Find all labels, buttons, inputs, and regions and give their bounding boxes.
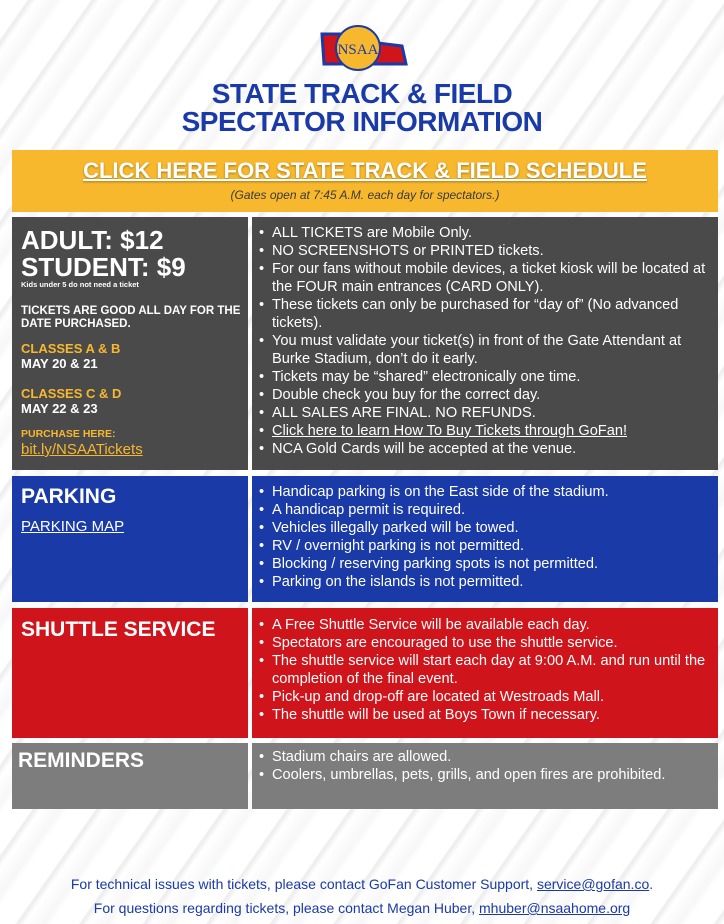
tickets-bullet-list	[252, 224, 718, 458]
parking-section	[12, 476, 718, 602]
shuttle-heading-panel	[12, 608, 248, 738]
list-item: • Double check you buy for the correct day.	[272, 386, 718, 404]
list-item: • NO SCREENSHOTS or PRINTED tickets.	[272, 242, 718, 260]
list-item: • For our fans without mobile devices, a ticket kiosk will be located at the FOUR main entrances (CARD ONLY).	[272, 260, 718, 296]
kids-note: Kids under 5 do not need a ticket	[21, 280, 139, 289]
list-item: • These tickets can only be purchased for “day of” (No advanced tickets).	[272, 296, 718, 332]
list-item: • A handicap permit is required.	[272, 501, 718, 519]
dates-ab: MAY 20 & 21	[21, 356, 98, 371]
tickets-bullets-panel	[252, 217, 718, 470]
footer-line1	[0, 876, 724, 892]
list-item: • A Free Shuttle Service will be available each day.	[272, 616, 718, 634]
footer-text2: For questions regarding tickets, please contact Megan Huber,	[93, 900, 480, 916]
list-item: • ALL TICKETS are Mobile Only.	[272, 224, 718, 242]
page-title-line1: STATE TRACK & FIELD	[211, 78, 513, 109]
nsaa-logo	[318, 20, 410, 76]
reminders-bullets-panel	[252, 743, 718, 809]
list-item: • ALL SALES ARE FINAL. NO REFUNDS.	[272, 404, 718, 422]
classes-cd: CLASSES C & D	[21, 386, 122, 401]
gofan-howto-link[interactable]: Click here to learn How To Buy Tickets through GoFan!	[272, 423, 628, 439]
dates-cd: MAY 22 & 23	[21, 401, 98, 416]
page-title-line2: SPECTATOR INFORMATION	[181, 106, 543, 137]
purchase-link[interactable]: bit.ly/NSAATickets	[21, 441, 143, 458]
purchase-label: PURCHASE HERE:	[21, 428, 116, 440]
footer-period: .	[649, 876, 654, 892]
parking-bullets-panel	[252, 476, 718, 602]
footer-text1: For technical issues with tickets, please contact GoFan Customer Support,	[70, 876, 537, 892]
reminders-section	[12, 743, 718, 809]
list-item: • Stadium chairs are allowed.	[272, 748, 718, 766]
parking-map-link[interactable]: PARKING MAP	[21, 518, 125, 535]
list-item: • The shuttle service will start each day at 9:00 A.M. and run until the completion of the final event.	[272, 652, 718, 688]
reminders-bullet-list	[252, 748, 718, 784]
logo-text: NSAA	[337, 42, 379, 58]
list-item: • Coolers, umbrellas, pets, grills, and open fires are prohibited.	[272, 766, 718, 784]
list-item: • Pick-up and drop-off are located at Westroads Mall.	[272, 688, 718, 706]
parking-bullet-list	[252, 483, 718, 591]
shuttle-bullets-panel	[252, 608, 718, 738]
list-item: • NCA Gold Cards will be accepted at the venue.	[272, 440, 718, 458]
megan-huber-email[interactable]: mhuber@nsaahome.org	[479, 900, 631, 916]
footer-line2	[0, 900, 724, 916]
schedule-link[interactable]: CLICK HERE FOR STATE TRACK & FIELD SCHEDULE	[83, 158, 647, 183]
schedule-banner	[12, 150, 718, 212]
shuttle-section	[12, 608, 718, 738]
list-item: • The shuttle will be used at Boys Town if necessary.	[272, 706, 718, 724]
list-item: • Spectators are encouraged to use the shuttle service.	[272, 634, 718, 652]
gofan-support-email[interactable]: service@gofan.co	[536, 876, 650, 892]
list-item: • RV / overnight parking is not permitted.	[272, 537, 718, 555]
list-item: • Handicap parking is on the East side of the stadium.	[272, 483, 718, 501]
gofan-howto-item	[272, 422, 718, 440]
list-item: • Blocking / reserving parking spots is not permitted.	[272, 555, 718, 573]
shuttle-bullet-list	[252, 616, 718, 724]
tickets-section	[12, 217, 718, 470]
adult-price: ADULT: $12	[21, 225, 164, 255]
classes-ab: CLASSES A & B	[21, 341, 121, 356]
list-item: • Vehicles illegally parked will be towed.	[272, 519, 718, 537]
parking-heading-panel	[12, 476, 248, 602]
shuttle-heading: SHUTTLE SERVICE	[21, 618, 216, 641]
student-price: STUDENT: $9	[21, 252, 186, 282]
parking-heading: PARKING	[21, 485, 117, 508]
reminders-heading-panel	[12, 743, 248, 809]
reminders-heading: REMINDERS	[18, 749, 145, 772]
good-all-day: TICKETS ARE GOOD ALL DAY FOR THE DATE PURCHASED.	[21, 305, 241, 330]
tickets-info-panel	[12, 217, 248, 470]
list-item: • Parking on the islands is not permitted.	[272, 573, 718, 591]
gates-note: (Gates open at 7:45 A.M. each day for spectators.)	[230, 188, 500, 202]
list-item: • You must validate your ticket(s) in front of the Gate Attendant at Burke Stadium, don’t do it early.	[272, 332, 718, 368]
list-item: • Tickets may be “shared” electronically one time.	[272, 368, 718, 386]
